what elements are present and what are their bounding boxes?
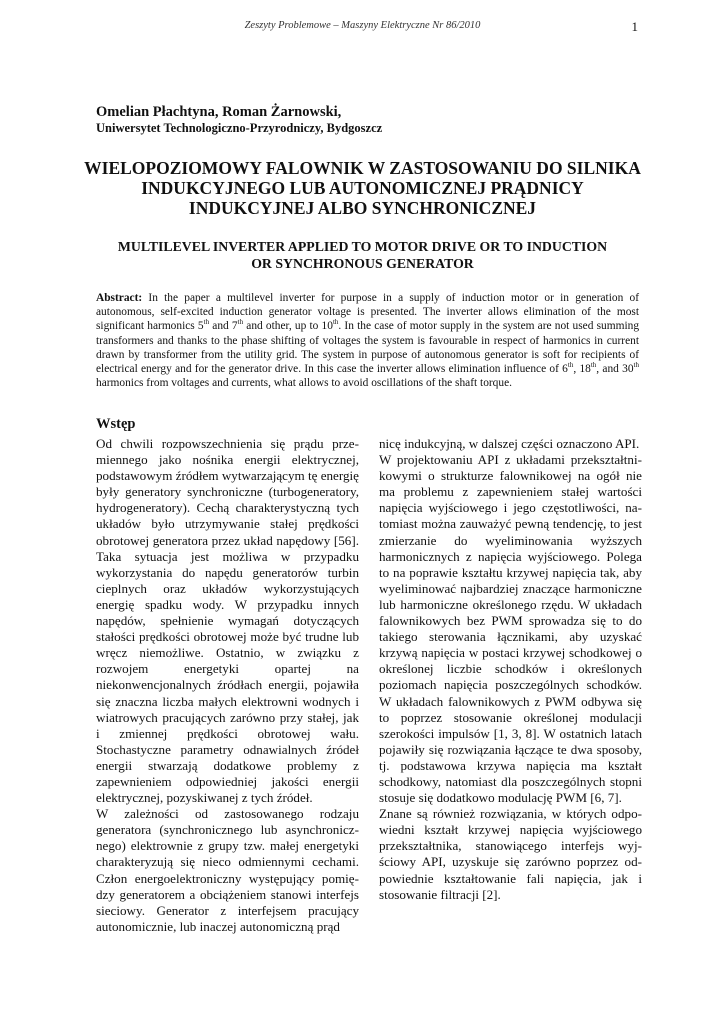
abstract-text: and 7 — [209, 320, 238, 333]
abstract-text: . In the case of motor supply in the system are not used summing transformers and thanks to the phase shifting of voltages the system is favourable in respect of harmonics in current drawn by transformer from the utility grid. The system in purpose of autonomous generator is soft for recipients of electrical energy and for the generator drive. In this case the inverter allows elimination influence of 6 — [96, 320, 640, 376]
affiliation: Uniwersytet Technologiczno-Przyrodniczy, Bydgoszcz — [96, 121, 383, 135]
superscript: th — [590, 361, 597, 370]
paragraph: Od chwili rozpowszechnienia się prądu przemiennego jako nośnika energii elektrycznej, podstawowym źródłem wytwarzającym tę energię były generatory synchroniczne (turbogeneratory, hydrogeneratory). Cechą charakterystyczną tych układów było utrzymywanie stałej prędkości obrotowej generatora przez układ napędowy [56]. Taka sytuacja jest możliwa w przypadku wykorzystania do napędu generatorów turbin cieplnych oraz układów wykorzystujących energię spadku wody. W przypadku innych napędów, spełnienie wymagań dotyczących stałości prędkości obrotowej może być trudne lub wręcz niemożliwe. Ostatnio, w związku z rozwojem energetyki opartej na niekonwencjonalnych źródłach energii, pojawiła się znaczna liczba małych elektrowni wodnych i wiatrowych pracujących zarówno przy stałej, jak i zmiennej prędkości obrotowej wału. Stochastyczne parametry odnawialnych źródeł energii stwarzają dodatkowe problemy z zapewnieniem odpowiedniej jakości energii elektrycznej, pozyskiwanej z tych źródeł. — [96, 436, 359, 806]
paragraph: nicę indukcyjną, w dalszej części oznaczono API. — [379, 436, 640, 451]
left-column — [96, 436, 359, 935]
abstract-text: and other, up to 10 — [243, 320, 333, 333]
title-english-line: OR SYNCHRONOUS GENERATOR — [251, 256, 474, 271]
superscript: th — [567, 361, 574, 370]
paragraph: Znane są również rozwiązania, w których odpowiedni kształt krzywej napięcia wyjściowego przekształtnika, stanowiącego interfejs wyjściowy API, uzyskuje się zarówno poprzez odpowiednie kształtowanie fali napięcia, jak i stosowanie filtracji [2]. — [379, 806, 642, 902]
abstract-text: In the paper a multilevel inverter for purpose in a supply of induction motor or in generation of autonomous, self-excited induction generator voltage is presented. The inverter allows elimination of the most significant harmonics 5 — [96, 292, 639, 333]
title-polish-line: WIELOPOZIOMOWY FALOWNIK W ZASTOSOWANIU DO SILNIKA — [84, 158, 641, 178]
title-polish-line: INDUKCYJNEGO LUB AUTONOMICZNEJ PRĄDNICY — [141, 178, 584, 198]
authors: Omelian Płachtyna, Roman Żarnowski, — [96, 104, 342, 120]
abstract-text: , and 30 — [596, 363, 634, 376]
section-heading: Wstęp — [96, 416, 136, 432]
superscript: th — [203, 318, 210, 327]
title-polish — [60, 158, 665, 218]
title-polish-line: INDUKCYJNEJ ALBO SYNCHRONICZNEJ — [188, 198, 537, 218]
paragraph: W zależności od zastosowanego rodzaju generatora (synchronicznego lub asynchronicznego) elektrownie z grupy tzw. małej energetyki charakteryzują się nieco odmiennymi cechami. Człon energoelektroniczny występujący pomiędzy generatorem a obciążeniem stanowi interfejs sieciowy. Generator z interfejsem pracujący autonomicznie, lub inaczej autonomiczną prąd — [96, 806, 359, 934]
page-number: 1 — [631, 19, 638, 34]
superscript: th — [332, 318, 339, 327]
abstract-text: harmonics from voltages and currents, what allows to avoid oscillations of the shaft torque. — [96, 377, 512, 390]
superscript: th — [633, 361, 639, 370]
title-english — [60, 238, 665, 272]
paragraph: W projektowaniu API z układami przekształtnikowymi o strukturze falownikowej na ogół nie ma problemu z zapewnieniem stałej wartości napięcia wyjściowego i jego częstotliwości, natomiast można zauważyć pewną tendencję, to jest zmierzanie do wyeliminowania wyższych harmonicznych z napięcia wyjściowego. Polega to na poprawie kształtu krzywej napięcia tak, aby wyeliminować najbardziej znaczące harmoniczne lub harmoniczne określonego rzędu. W układach falownikowych bez PWM sprowadza się to do takiego sterowania łącznikami, aby uzyskać krzywą napięcia w postaci krzywej schodkowej o określonej liczbie schodków i określonych poziomach napięcia poszczególnych schodków. W układach falownikowych z PWM odbywa się to poprzez stosowanie określonej modulacji szerokości impulsów [1, 3, 8]. W ostatnich latach pojawiły się rozwiązania łączące te dwa sposoby, tj. podstawowa krzywa napięcia ma kształt schodkowy, natomiast dla poszczególnych stopni stosuje się dodatkowo modulację PWM [6, 7]. — [379, 452, 642, 806]
right-column — [379, 436, 642, 903]
abstract-label: Abstract: — [96, 292, 143, 304]
abstract-text: , 18 — [573, 363, 591, 376]
title-english-line: MULTILEVEL INVERTER APPLIED TO MOTOR DRIVE OR TO INDUCTION — [117, 239, 608, 254]
journal-header: Zeszyty Problemowe – Maszyny Elektryczne Nr 86/2010 — [244, 20, 481, 31]
abstract — [96, 291, 639, 390]
superscript: th — [237, 318, 244, 327]
